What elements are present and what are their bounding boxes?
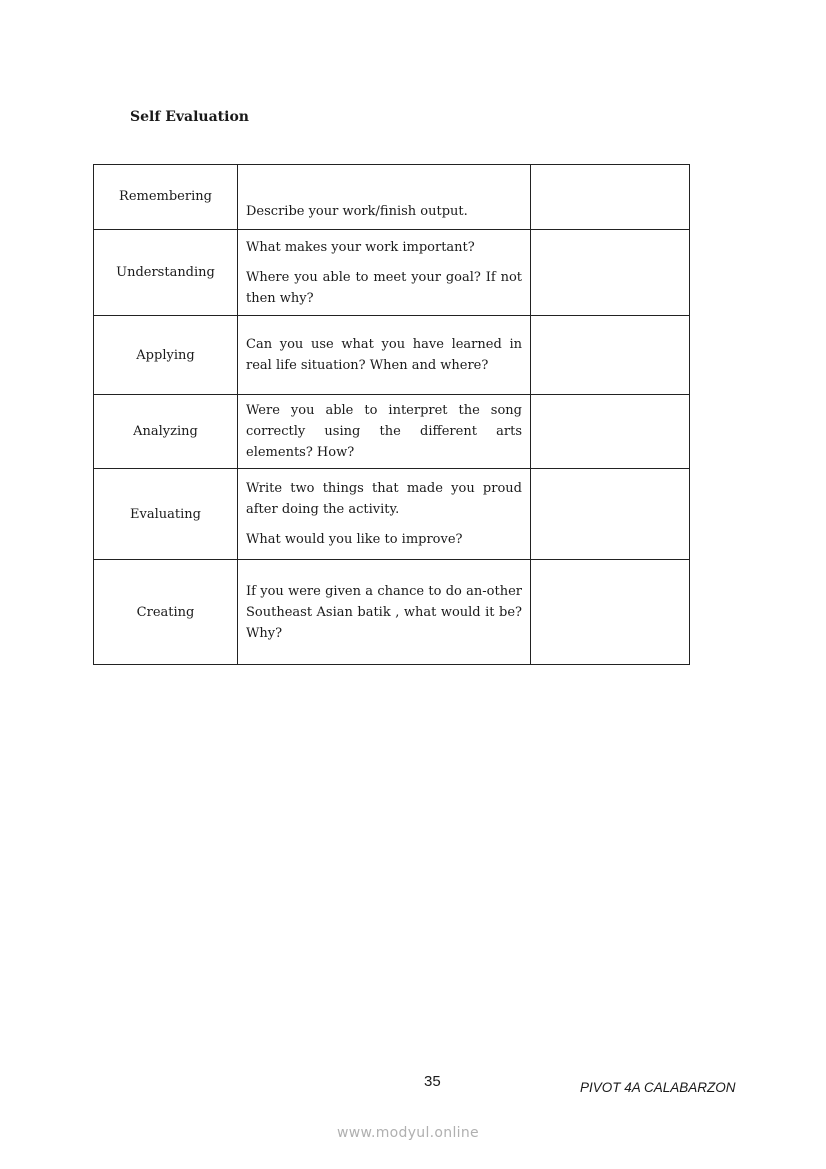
question: Where you able to meet your goal? If not then why? <box>246 269 522 306</box>
question-cell <box>238 560 531 665</box>
table-row <box>94 165 690 230</box>
row-label: Evaluating <box>94 469 238 560</box>
question-cell <box>238 316 531 395</box>
self-evaluation-table <box>93 164 690 665</box>
question-cell <box>238 230 531 316</box>
answer-cell[interactable] <box>531 469 690 560</box>
row-label: Remembering <box>94 165 238 230</box>
question: Write two things that made you proud after doing the activity. <box>246 481 522 517</box>
question: If you were given a chance to do an-other Southeast Asian batik , what would it be? Why? <box>246 583 522 641</box>
row-label: Applying <box>94 316 238 395</box>
row-label: Understanding <box>94 230 238 316</box>
section-title: Self Evaluation <box>130 109 249 125</box>
row-label: Analyzing <box>94 395 238 469</box>
question: What would you like to improve? <box>246 532 463 547</box>
table-row <box>94 560 690 665</box>
answer-cell[interactable] <box>531 230 690 316</box>
question: Describe your work/finish output. <box>246 204 468 219</box>
table-row <box>94 230 690 316</box>
answer-cell[interactable] <box>531 395 690 469</box>
question-cell <box>238 469 531 560</box>
question-cell <box>238 395 531 469</box>
question: What makes your work important? <box>246 239 475 255</box>
row-label: Creating <box>94 560 238 665</box>
answer-cell[interactable] <box>531 560 690 665</box>
footer-text: PIVOT 4A CALABARZON <box>580 1080 736 1095</box>
question: Were you able to interpret the song correctly using the different arts elements? How? <box>246 403 522 460</box>
question-cell <box>238 165 531 230</box>
table-row <box>94 316 690 395</box>
table-row <box>94 395 690 469</box>
answer-cell[interactable] <box>531 165 690 230</box>
page-number: 35 <box>424 1073 441 1090</box>
watermark: www.modyul.online <box>337 1125 479 1141</box>
table-row <box>94 469 690 560</box>
question: Can you use what you have learned in real life situation? When and where? <box>246 337 522 373</box>
answer-cell[interactable] <box>531 316 690 395</box>
